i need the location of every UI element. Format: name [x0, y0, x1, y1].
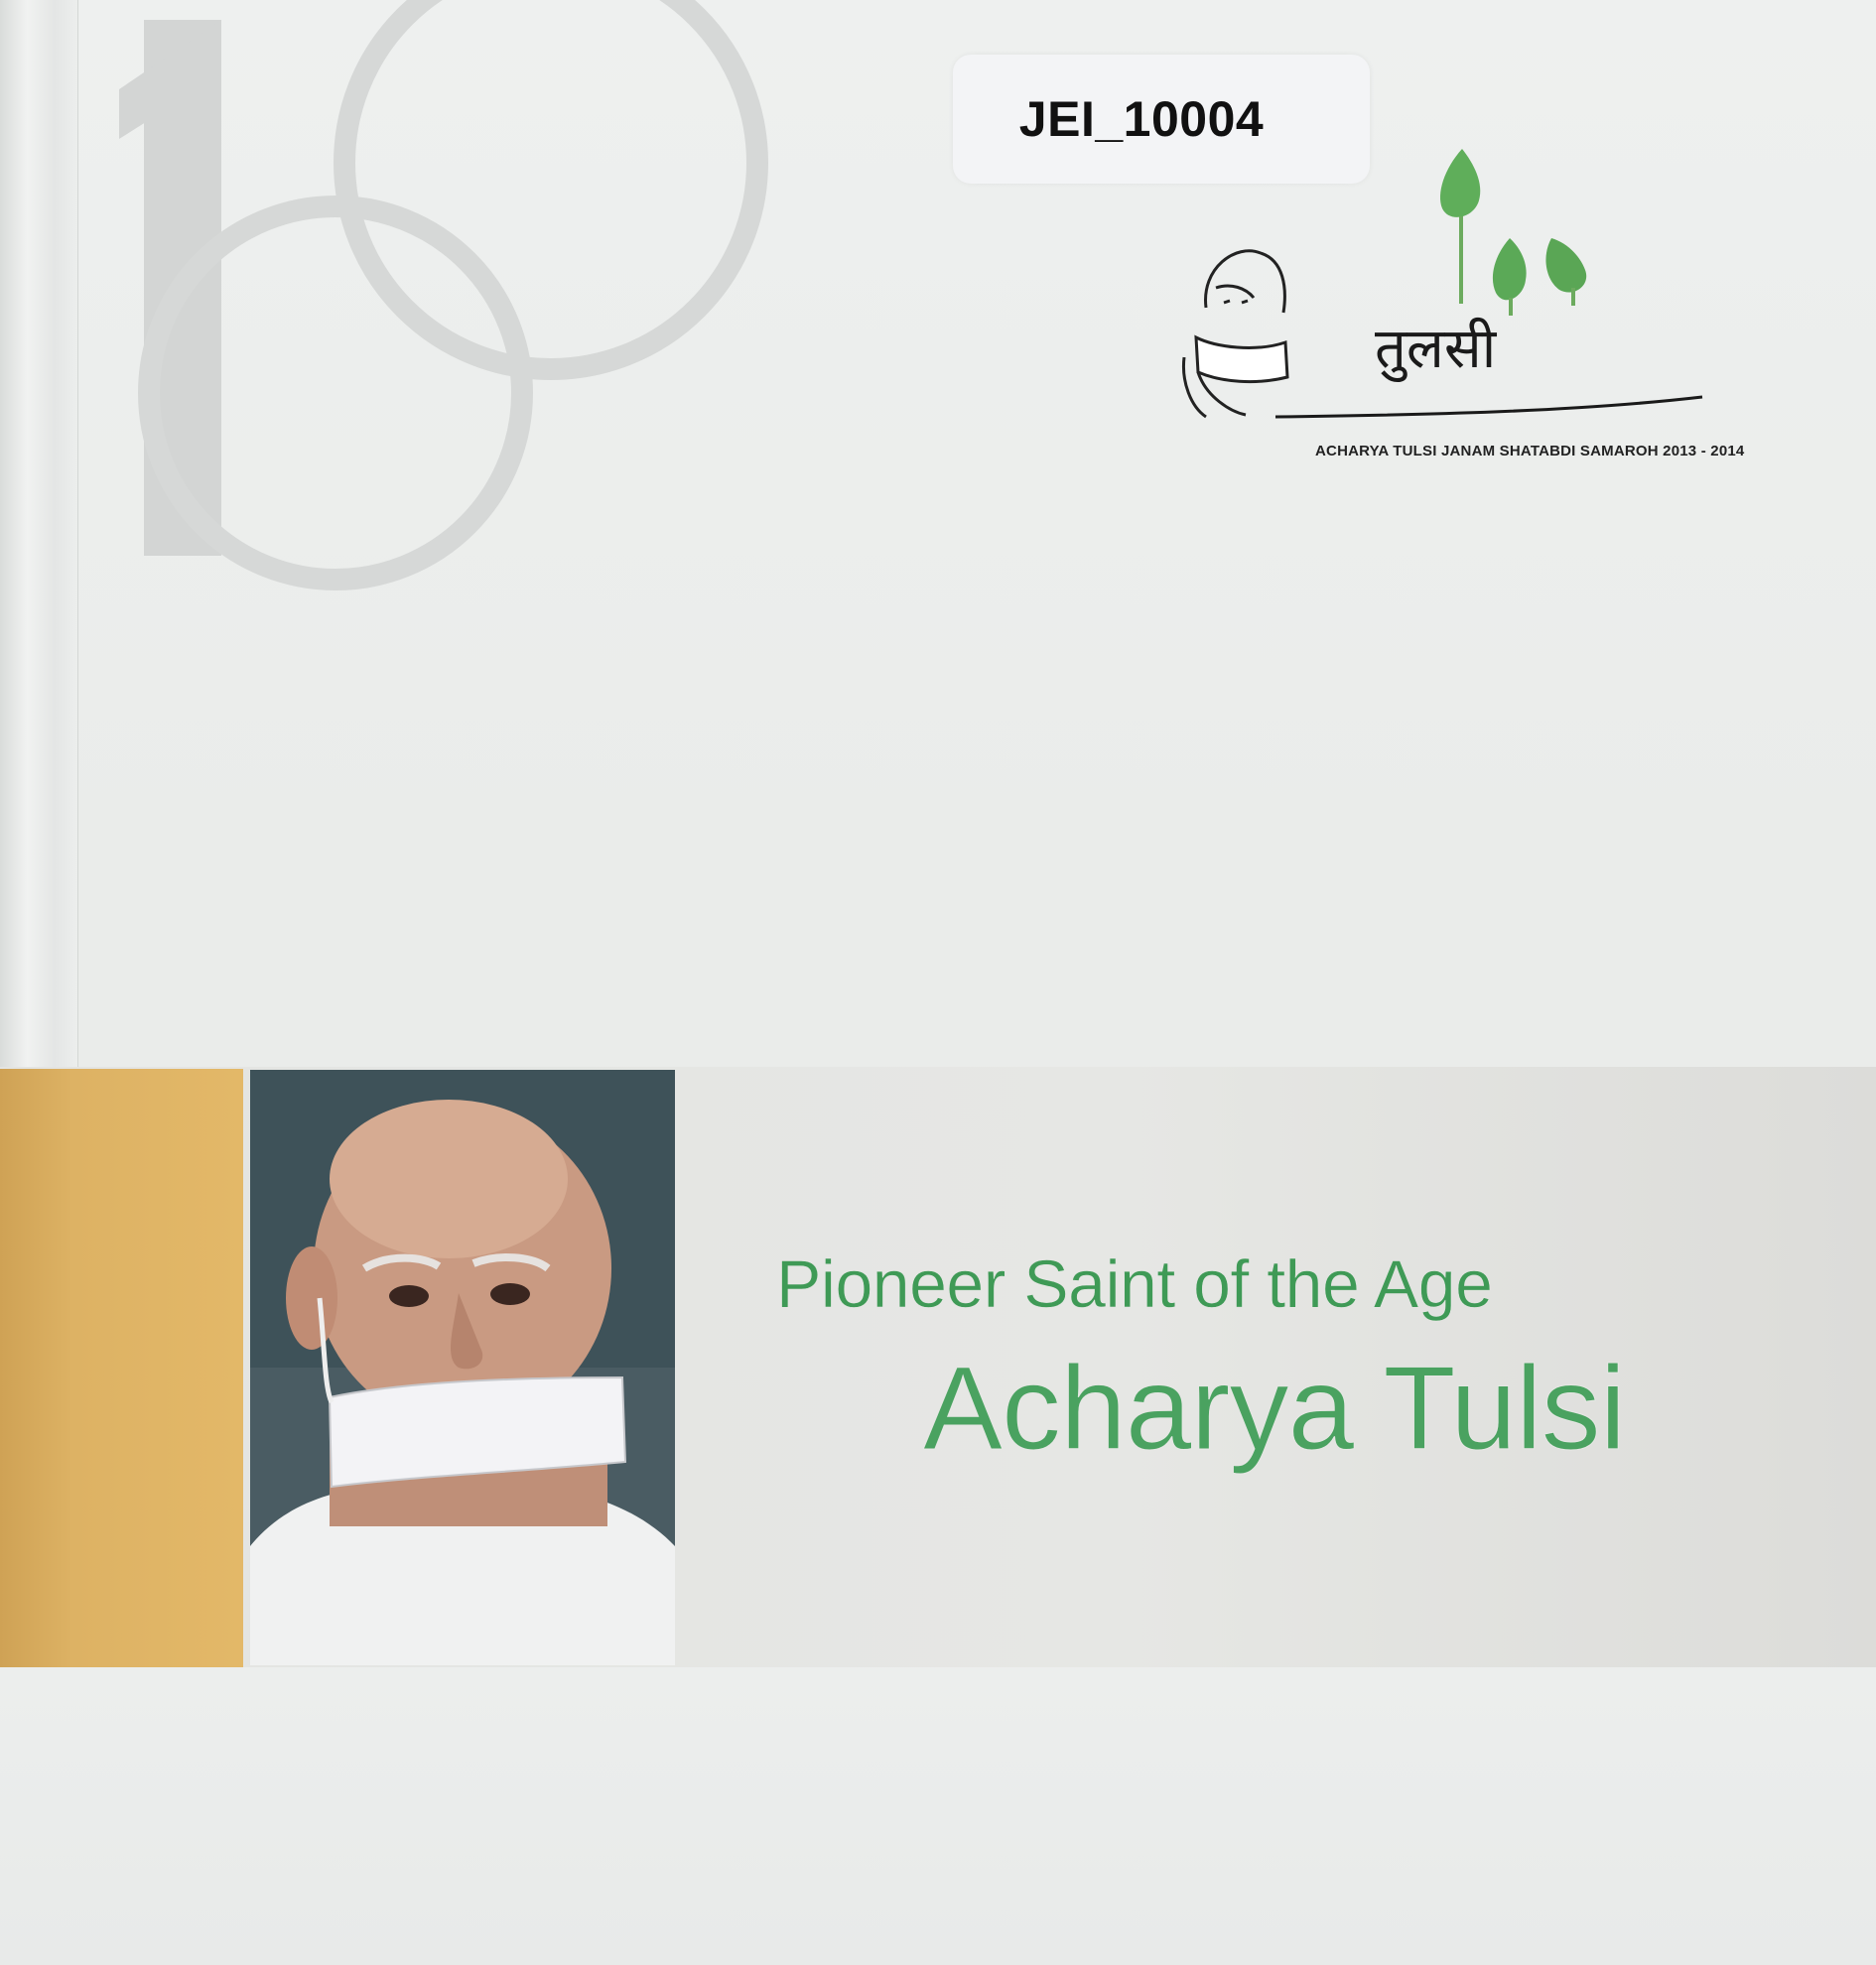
leaf-icon	[1493, 238, 1527, 300]
logo-caption: ACHARYA TULSI JANAM SHATABDI SAMAROH 2013 - 2014	[1315, 443, 1745, 459]
cover-subtitle: Pioneer Saint of the Age	[776, 1246, 1493, 1322]
cover-title: Acharya Tulsi	[923, 1342, 1626, 1475]
sketch-portrait	[1183, 251, 1287, 417]
signature-underline	[1275, 397, 1702, 417]
numeral-second-zero	[344, 0, 757, 369]
gold-strip	[0, 1069, 243, 1667]
centenary-logo	[1176, 149, 1732, 476]
lower-cover	[0, 1667, 1876, 1965]
portrait-photo	[250, 1070, 675, 1665]
accession-number: JEI_10004	[1018, 91, 1265, 147]
leaf-icon	[1545, 238, 1586, 293]
hindi-signature: तुलसी	[1375, 317, 1497, 381]
centenary-100-graphic	[99, 0, 854, 655]
leaf-icon	[1440, 149, 1480, 217]
leaf-icon-group	[1440, 149, 1586, 316]
